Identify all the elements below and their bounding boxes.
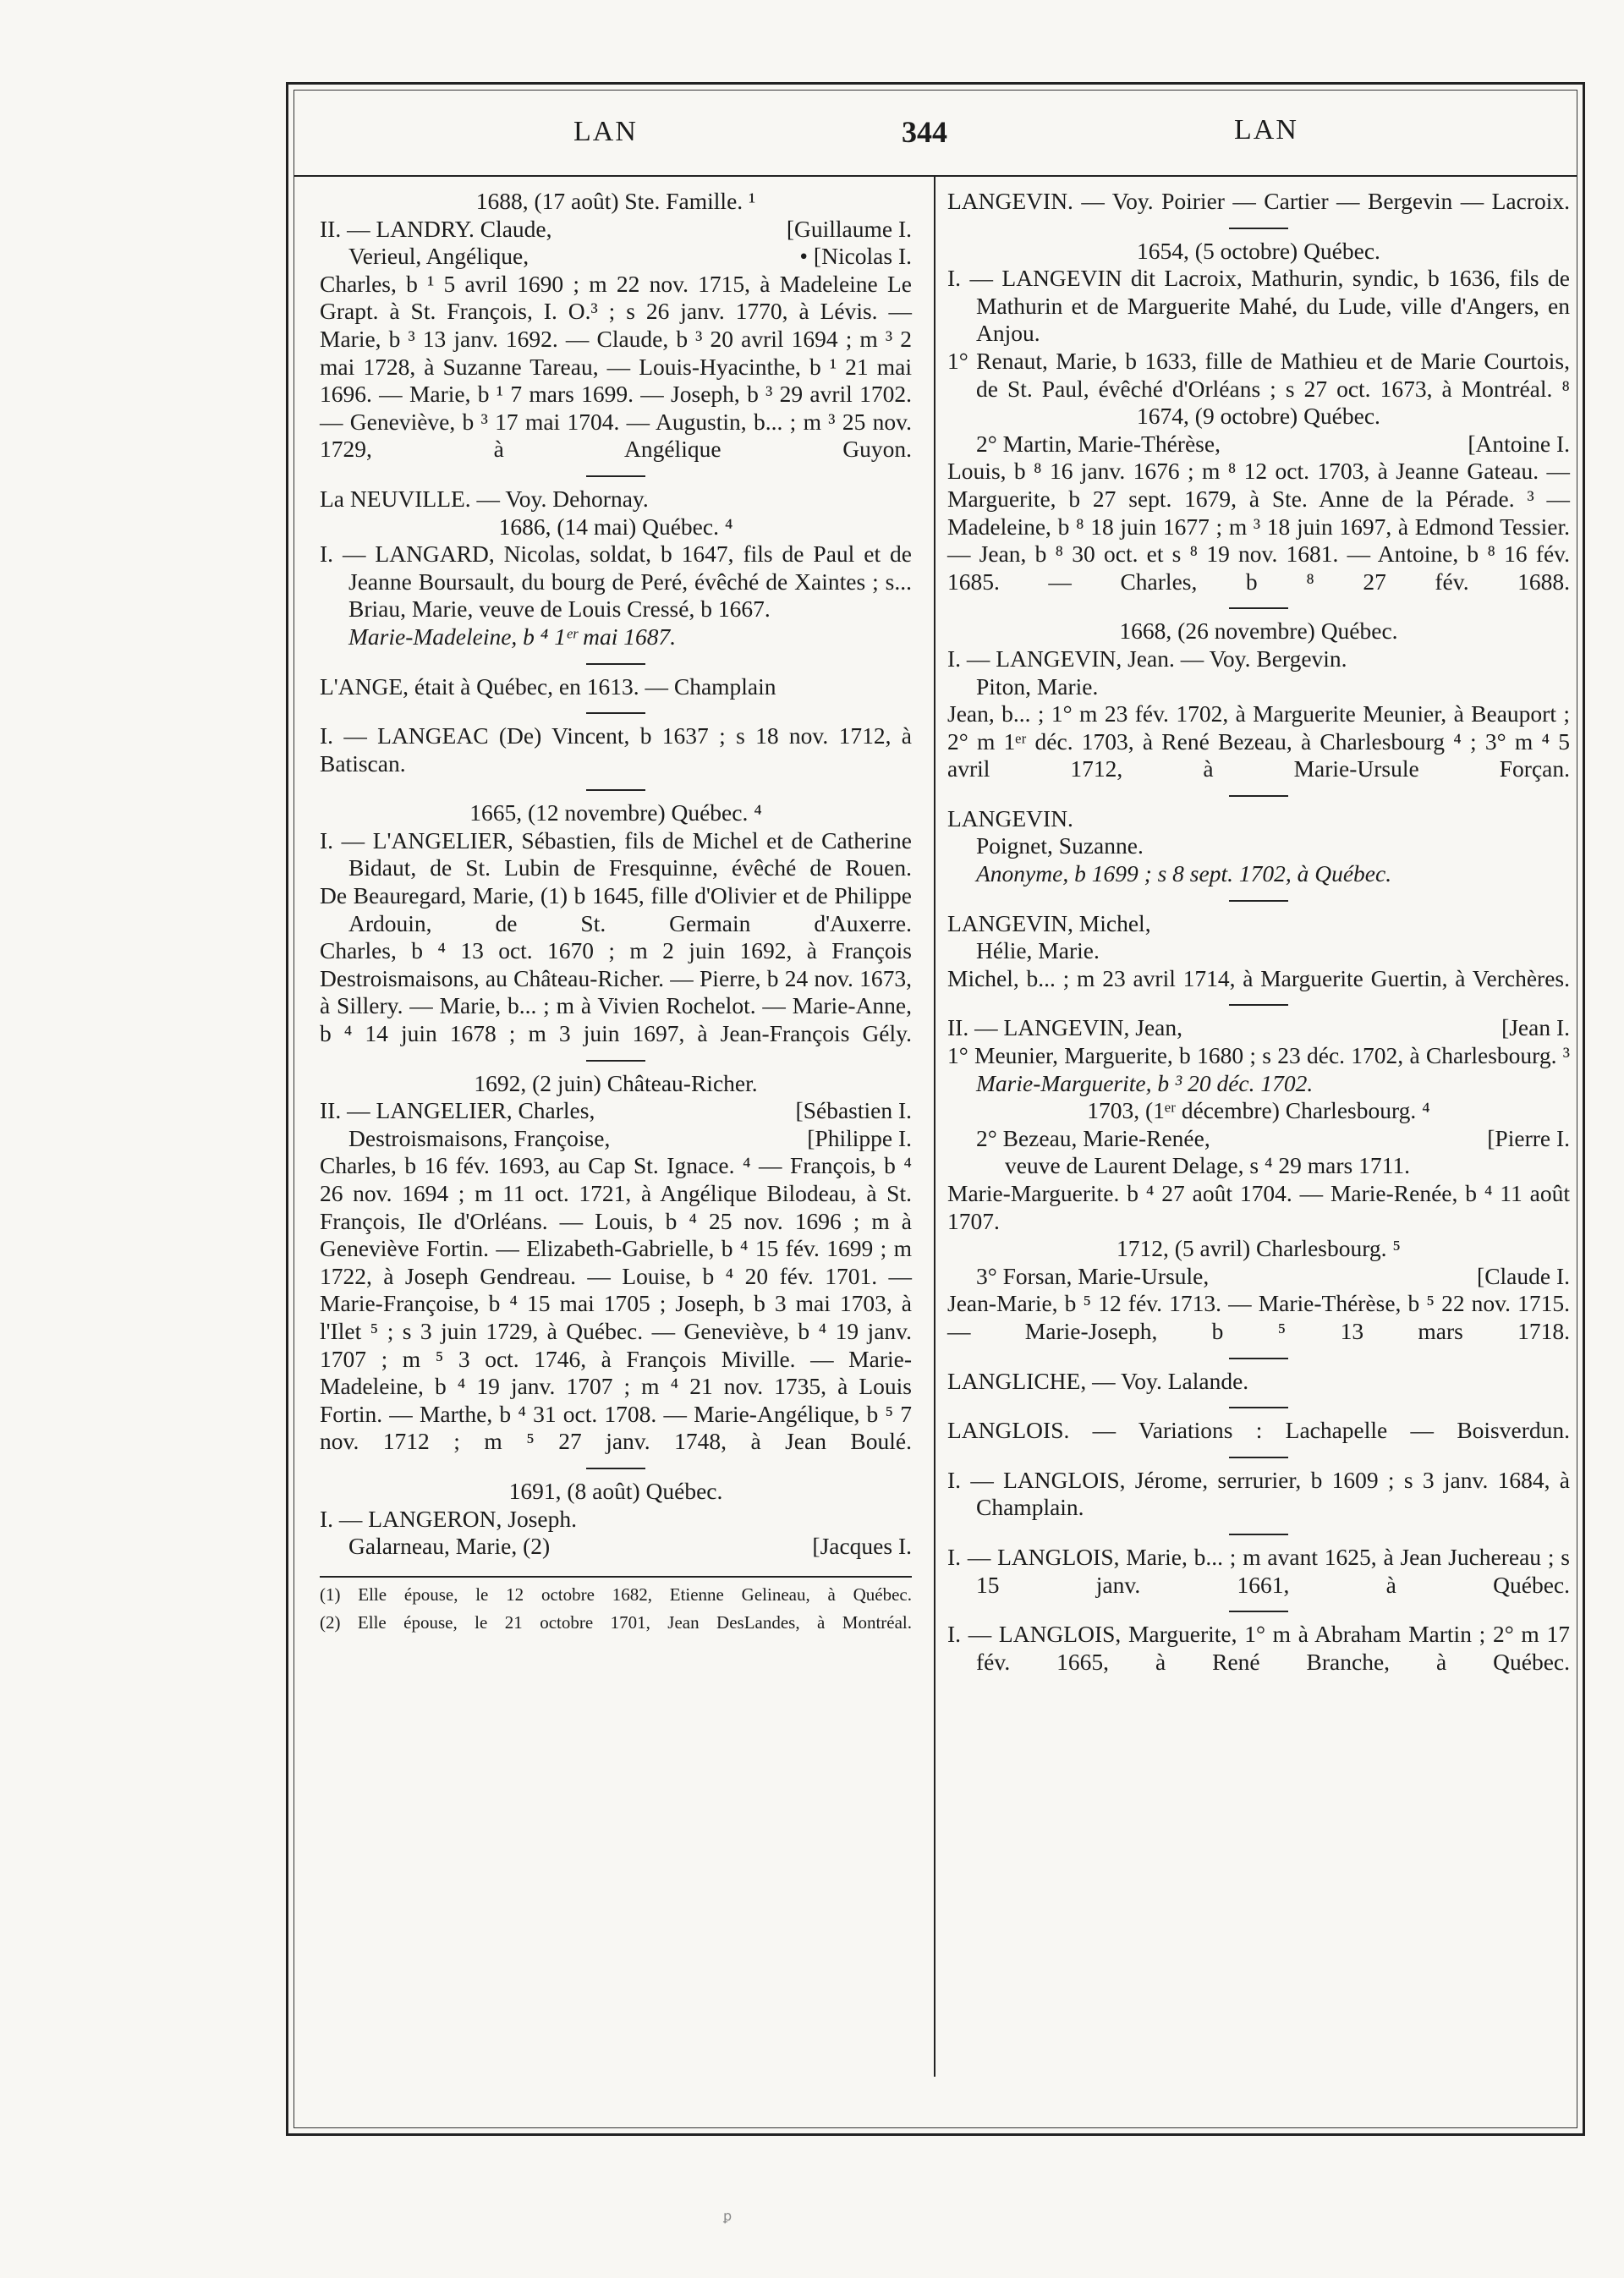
page-frame — [286, 82, 1585, 2136]
date-heading: 1703, (1ᵉʳ décembre) Charlesbourg. ⁴ — [1087, 1097, 1430, 1124]
separator — [1229, 795, 1288, 797]
spouse-line — [947, 431, 1570, 458]
date-heading: 1665, (12 novembre) Québec. ⁴ — [469, 799, 762, 826]
separator — [1229, 228, 1288, 229]
date-heading: 1674, (9 octobre) Québec. — [1137, 403, 1380, 430]
footnote-2: (2) Elle épouse, le 21 octobre 1701, Jean DesLandes, à Montréal. — [320, 1611, 912, 1633]
date-heading: 1691, (8 août) Québec. — [508, 1477, 723, 1504]
spouse-paragraph: 1° Renaut, Marie, b 1633, fille de Mathieu et de Marie Courtois, de St. Paul, évêché d'Orléans ; s 27 oct. 1673, à Montréal. ⁸ — [947, 347, 1570, 402]
separator — [586, 1060, 645, 1062]
date-heading: 1686, (14 mai) Québec. ⁴ — [498, 513, 733, 540]
entry-line: I. — LANGERON, Joseph. — [320, 1505, 578, 1532]
separator — [586, 475, 645, 477]
spouse-name: Galarneau, Marie, (2) — [348, 1533, 551, 1560]
children-paragraph: Marie-Marguerite. b ⁴ 27 août 1704. — Marie-Renée, b ⁴ 11 août 1707. — [947, 1180, 1570, 1234]
separator — [1229, 1004, 1288, 1006]
spouse-line: Piton, Marie. — [976, 672, 1099, 700]
parent-ref: [Jean I. — [1501, 1014, 1570, 1041]
right-column — [947, 188, 1570, 1676]
parent-ref: • [Nicolas I. — [799, 243, 912, 270]
children-paragraph: Jean-Marie, b ⁵ 12 fév. 1713. — Marie-Thérèse, b ⁵ 22 nov. 1715. — Marie-Joseph, b ⁵ 13 mars 1718. — [947, 1290, 1570, 1344]
entry-paragraph: I. — LANGLOIS, Marguerite, 1° m à Abraham Martin ; 2° m 17 fév. 1665, à René Branche, à Québec. — [947, 1621, 1570, 1675]
spouse-line — [947, 1125, 1570, 1153]
spouse-paragraph: De Beauregard, Marie, (1) b 1645, fille d'Olivier et de Philippe Ardouin, de St. Germain d'Auxerre. — [320, 882, 912, 936]
cross-reference: LANGLICHE, — Voy. Lalande. — [947, 1367, 1249, 1394]
parent-ref: [Antoine I. — [1468, 430, 1570, 457]
stray-mark: ꝑ — [723, 2209, 732, 2224]
spouse-line: Poignet, Suzanne. — [976, 832, 1144, 859]
separator — [1229, 1611, 1288, 1612]
date-heading: 1712, (5 avril) Charlesbourg. ⁵ — [1116, 1235, 1401, 1262]
running-header — [294, 91, 1577, 177]
separator — [1229, 900, 1288, 902]
parent-ref: [Claude I. — [1477, 1262, 1570, 1289]
spouse-line: Briau, Marie, veuve de Louis Cressé, b 1667. — [348, 596, 771, 623]
entry-line: LANGEVIN. — [947, 804, 1073, 832]
children-paragraph: Anonyme, b 1699 ; s 8 sept. 1702, à Québec. — [976, 860, 1392, 887]
separator — [586, 1468, 645, 1469]
entry-name: II. — LANGEVIN, Jean, — [947, 1014, 1182, 1041]
footnotes — [320, 1584, 912, 1633]
separator — [1229, 1407, 1288, 1408]
page-number: 344 — [902, 115, 947, 149]
date-heading: 1692, (2 juin) Château-Richer. — [474, 1069, 758, 1096]
entry-line — [320, 216, 912, 244]
separator — [1229, 1534, 1288, 1535]
footnote-1: (1) Elle épouse, le 12 octobre 1682, Etienne Gelineau, à Québec. — [320, 1584, 912, 1605]
left-column — [320, 188, 912, 1640]
separator — [586, 663, 645, 665]
header-left: LAN — [573, 116, 638, 147]
spouse-line: Hélie, Marie. — [976, 937, 1100, 964]
spouse-line — [320, 243, 912, 271]
spouse-paragraph: 1° Meunier, Marguerite, b 1680 ; s 23 déc. 1702, à Charlesbourg. ³ — [947, 1042, 1570, 1069]
separator — [1229, 1457, 1288, 1458]
entry-name: II. — LANGELIER, Charles, — [320, 1097, 595, 1124]
children-paragraph: Charles, b 16 fév. 1693, au Cap St. Ignace. ⁴ — François, b ⁴ 26 nov. 1694 ; m 11 oct. 1721, à Angélique Bilodeau, à St. François, Ile d'Orléans. — Louis, b ⁴ 25 nov. 1696 ; m à Geneviève Fortin. — Elizabeth-Gabrielle, b ⁴ 15 fév. 1699 ; m 1722, à Joseph Gendreau. — Louise, b ⁴ 20 fév. 1701. — Marie-Françoise, b ⁴ 15 mai 1705 ; Joseph, b 3 mai 1703, à l'Ilet ⁵ ; s 3 juin 1729, à Québec. — Geneviève, b ⁴ 19 janv. 1707 ; m ⁵ 3 oct. 1746, à François Miville. — Marie-Madeleine, b ⁴ 19 janv. 1707 ; m ⁴ 21 nov. 1735, à Louis Fortin. — Marthe, b ⁴ 31 oct. 1708. — Marie-Angélique, b ⁵ 7 nov. 1712 ; m ⁵ 27 janv. 1748, à Jean Boulé. — [320, 1152, 912, 1455]
entry-paragraph: I. — LANGLOIS, Jérome, serrurier, b 1609 ; s 3 janv. 1684, à Champlain. — [947, 1466, 1570, 1521]
entry-paragraph: I. — LANGLOIS, Marie, b... ; m avant 1625, à Jean Juchereau ; s 15 janv. 1661, à Québec. — [947, 1543, 1570, 1598]
separator — [586, 789, 645, 791]
children-paragraph: Charles, b ⁴ 13 oct. 1670 ; m 2 juin 1692, à François Destroismaisons, au Château-Richer. — Pierre, b 24 nov. 1673, à Sillery. — Marie, b... ; m à Vivien Rochelot. — Marie-Anne, b ⁴ 14 juin 1678 ; m 3 juin 1697, à Jean-François Gély. — [320, 937, 912, 1047]
parent-ref: [Guillaume I. — [786, 215, 912, 242]
spouse-line — [320, 1125, 912, 1153]
children-paragraph: Michel, b... ; m 23 avril 1714, à Marguerite Guertin, à Verchères. — [947, 964, 1570, 991]
children-paragraph: Marie-Madeleine, b ⁴ 1ᵉʳ mai 1687. — [348, 623, 677, 650]
cross-reference: LANGEVIN. — Voy. Poirier — Cartier — Bergevin — Lacroix. — [947, 188, 1570, 214]
column-divider — [934, 177, 935, 2077]
separator — [1229, 1358, 1288, 1359]
entry-line — [320, 1097, 912, 1125]
parent-ref: [Jacques I. — [812, 1533, 912, 1560]
spouse-name: Destroismaisons, Françoise, — [348, 1124, 611, 1151]
children-paragraph: Charles, b ¹ 5 avril 1690 ; m 22 nov. 1715, à Madeleine Le Grapt. à St. François, I. O.³ ; s 26 janv. 1770, à Lévis. — Marie, b ³ 13 janv. 1692. — Claude, b ³ 20 avril 1694 ; m ³ 2 mai 1728, à Suzanne Tareau, — Louis-Hyacinthe, b ¹ 21 mai 1696. — Marie, b ¹ 7 mars 1699. — Joseph, b ³ 29 avril 1702. — Geneviève, b ³ 17 mai 1704. — Augustin, b... ; m ³ 25 nov. 1729, à Angélique Guyon. — [320, 270, 912, 463]
entry-line: LANGEVIN, Michel, — [947, 909, 1151, 936]
spouse-note: veuve de Laurent Delage, s ⁴ 29 mars 1711. — [1005, 1152, 1410, 1179]
separator — [1229, 607, 1288, 609]
spouse-name: Verieul, Angélique, — [348, 243, 529, 270]
spouse-line — [947, 1263, 1570, 1291]
footnote-rule — [320, 1576, 912, 1578]
header-right: LAN — [1234, 114, 1298, 145]
entry-line: I. — LANGEVIN, Jean. — Voy. Bergevin. — [947, 645, 1347, 672]
entry-paragraph: I. — LANGEAC (De) Vincent, b 1637 ; s 18 nov. 1712, à Batiscan. — [320, 722, 912, 777]
entry-line — [947, 1014, 1570, 1042]
spouse-name: 3° Forsan, Marie-Ursule, — [976, 1262, 1210, 1289]
cross-reference: La NEUVILLE. — Voy. Dehornay. — [320, 485, 649, 512]
parent-ref: [Philippe I. — [807, 1124, 912, 1151]
entry-paragraph: L'ANGE, était à Québec, en 1613. — Champlain — [320, 672, 776, 700]
page-frame-inner — [294, 90, 1577, 2128]
children-paragraph: Louis, b ⁸ 16 janv. 1676 ; m ⁸ 12 oct. 1703, à Jeanne Gateau. — Marguerite, b 27 sept. 1679, à Ste. Anne de la Pérade. ³ — Madeleine, b ⁸ 18 juin 1677 ; m ³ 18 juin 1697, à Edmond Tessier. — Jean, b ⁸ 30 oct. et s ⁸ 19 nov. 1681. — Antoine, b ⁸ 16 fév. 1685. — Charles, b ⁸ 27 fév. 1688. — [947, 458, 1570, 595]
children-paragraph: Jean, b... ; 1° m 23 fév. 1702, à Marguerite Meunier, à Beauport ; 2° m 1ᵉʳ déc. 1703, à René Bezeau, à Charlesbourg ⁴ ; 3° m ⁴ 5 avril 1712, à Marie-Ursule Forçan. — [947, 700, 1570, 782]
date-heading: 1688, (17 août) Ste. Famille. ¹ — [475, 188, 756, 214]
entry-name: II. — LANDRY. Claude, — [320, 215, 552, 242]
date-heading: 1668, (26 novembre) Québec. — [1119, 618, 1398, 645]
children-paragraph: Marie-Marguerite, b ³ 20 déc. 1702. — [976, 1069, 1314, 1096]
entry-paragraph: I. — LANGARD, Nicolas, soldat, b 1647, fils de Paul et de Jeanne Boursault, du bourg de Peré, évêché de Xaintes ; s... — [320, 541, 912, 595]
parent-ref: [Pierre I. — [1487, 1124, 1570, 1151]
date-heading: 1654, (5 octobre) Québec. — [1137, 237, 1380, 264]
separator — [586, 712, 645, 714]
spouse-line — [320, 1533, 912, 1561]
cross-reference: LANGLOIS. — Variations : Lachapelle — Boisverdun. — [947, 1417, 1570, 1444]
parent-ref: [Sébastien I. — [795, 1097, 912, 1124]
entry-paragraph: I. — L'ANGELIER, Sébastien, fils de Michel et de Catherine Bidaut, de St. Lubin de Fresquinne, évêché de Rouen. — [320, 826, 912, 881]
entry-paragraph: I. — LANGEVIN dit Lacroix, Mathurin, syndic, b 1636, fils de Mathurin et de Marguerite Mahé, du Lude, ville d'Angers, en Anjou. — [947, 265, 1570, 347]
spouse-name: 2° Martin, Marie-Thérèse, — [976, 430, 1221, 457]
spouse-name: 2° Bezeau, Marie-Renée, — [976, 1124, 1210, 1151]
